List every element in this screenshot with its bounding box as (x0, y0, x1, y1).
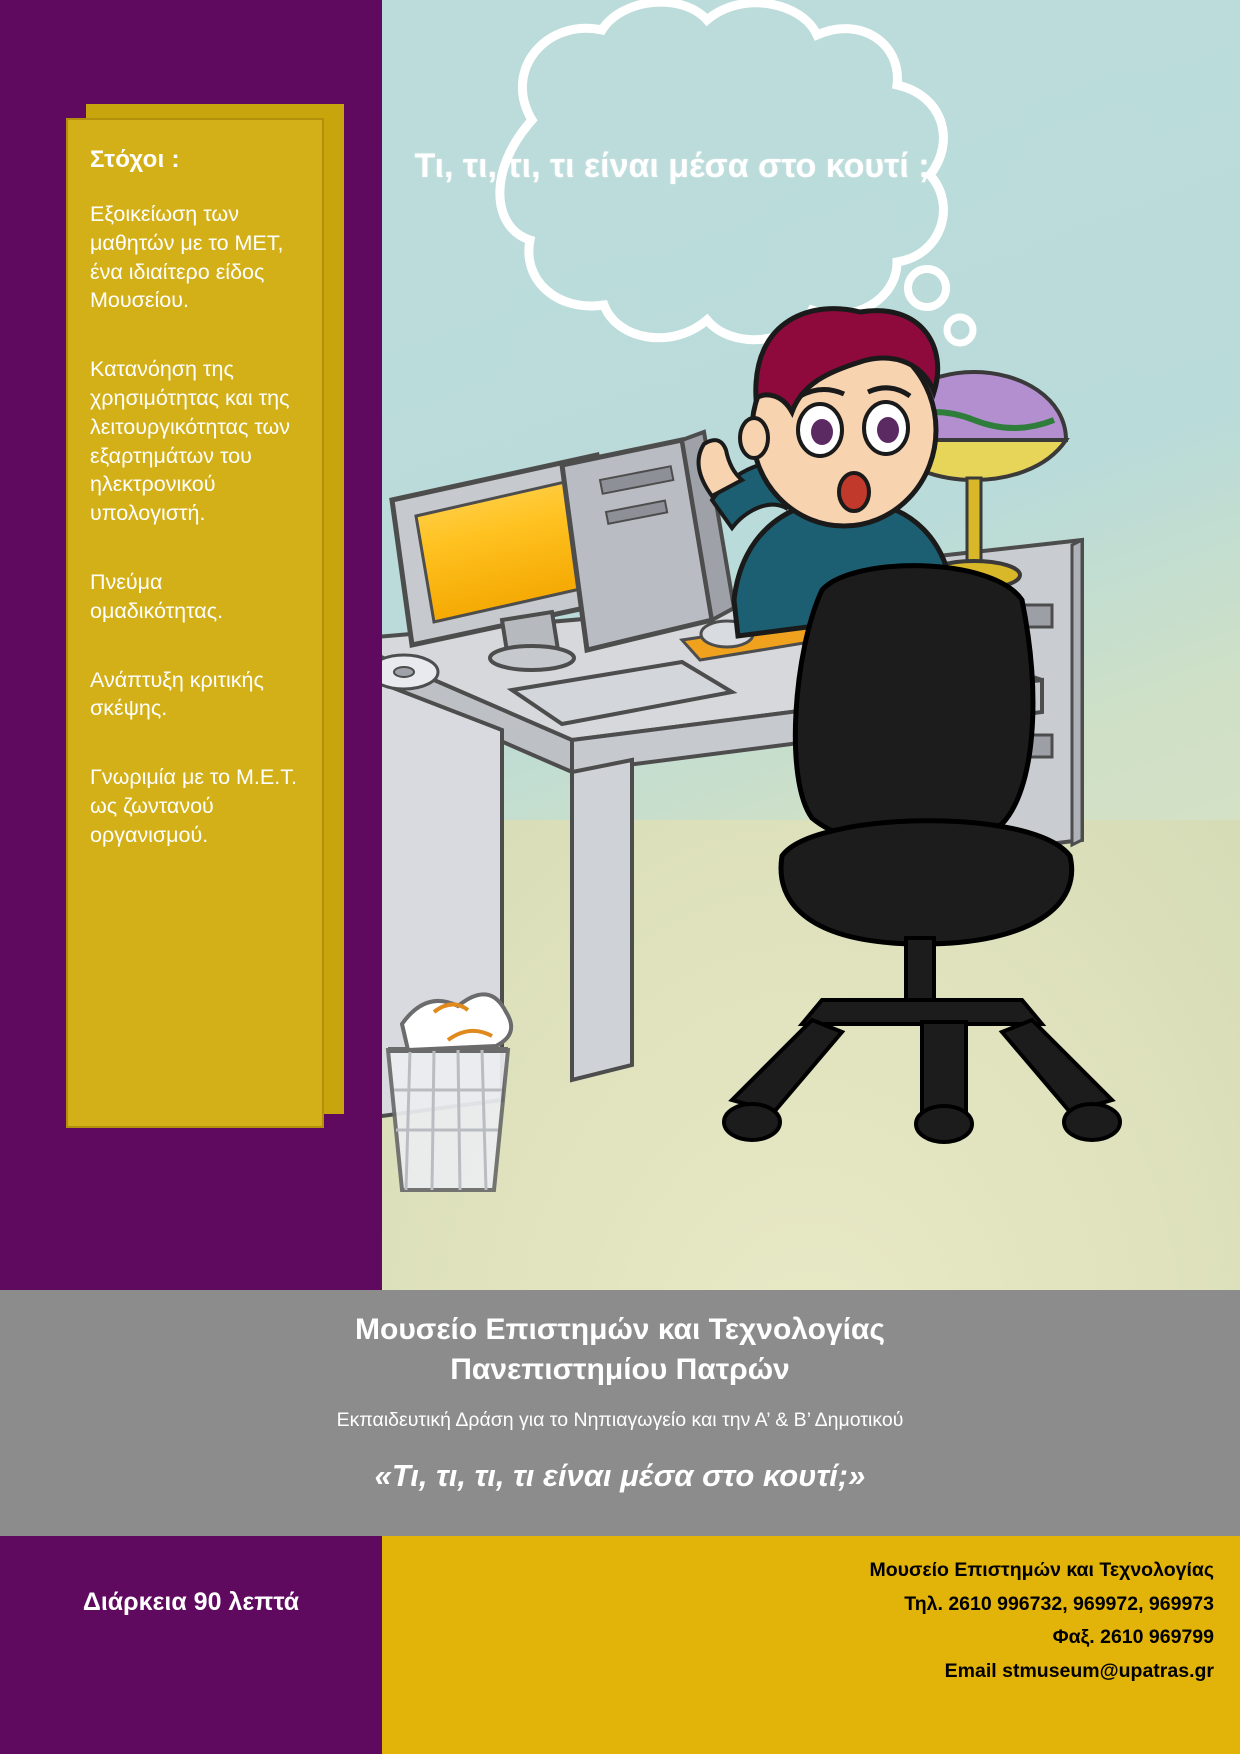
objective-item-1: Εξοικείωση των μαθητών με το ΜΕΤ, ένα ιδιαίτερο είδος Μουσείου. (90, 202, 284, 313)
objective-item-5: Γνωριμία με το Μ.Ε.Τ. ως ζωντανού οργανισμού. (90, 765, 297, 847)
objective-item-2: Κατανόηση της χρησιμότητας και της λειτουργικότητας των εξαρτημάτων του ηλεκτρονικού υπολογιστή. (90, 357, 291, 526)
museum-name-line2: Πανεπιστημίου Πατρών (450, 1353, 790, 1386)
contact-name: Μουσείο Επιστημών και Τεχνολογίας (869, 1559, 1214, 1581)
contact-email[interactable]: Email stmuseum@upatras.gr (944, 1659, 1214, 1682)
waste-basket (388, 994, 511, 1190)
museum-banner (0, 1290, 1240, 1536)
objectives-box (66, 118, 324, 1128)
contact-block (870, 1554, 1214, 1688)
contact-phone: Τηλ. 2610 996732, 969972, 969973 (904, 1592, 1214, 1615)
thought-bubble (412, 10, 932, 410)
objective-item-4: Ανάπτυξη κριτικής σκέψης. (90, 667, 264, 721)
illustration-scene (382, 0, 1240, 1290)
activity-title: «Τι, τι, τι, τι είναι μέσα στο κουτί;» (374, 1458, 866, 1493)
duration-text: Διάρκεια 90 λεπτά (82, 1588, 300, 1616)
contact-fax: Φαξ. 2610 969799 (1052, 1626, 1214, 1649)
objectives-title: Στόχοι : (90, 146, 180, 173)
objective-item-3: Πνεύμα ομαδικότητας. (90, 569, 224, 623)
contact-panel (382, 1536, 1240, 1754)
thought-bubble-text: Τι, τι, τι, τι είναι μέσα στο κουτί ; (414, 147, 930, 185)
banner-subtitle: Εκπαιδευτική Δράση για το Νηπιαγωγείο και την Α’ & Β’ Δημοτικού (336, 1409, 904, 1431)
cd-disc (382, 655, 438, 689)
museum-name-line1: Μουσείο Επιστημών και Τεχνολογίας (355, 1313, 885, 1346)
duration-panel (0, 1536, 382, 1754)
